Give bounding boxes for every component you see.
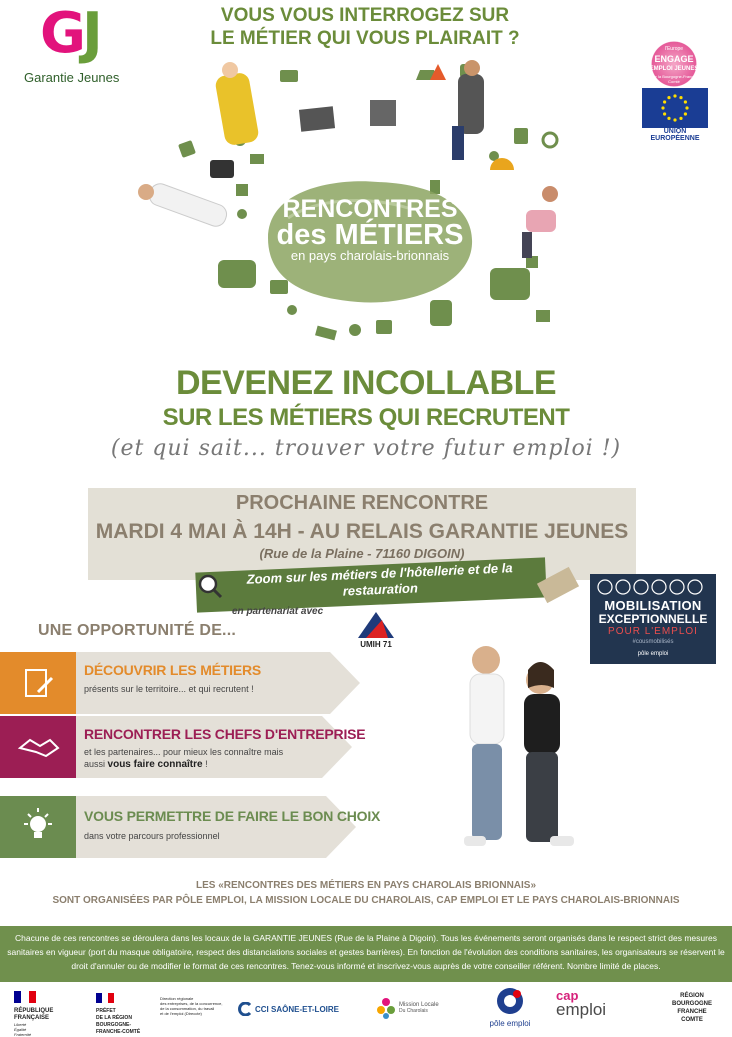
logo-letter-j: J [81, 1, 99, 66]
row-3-icon-box [0, 796, 76, 858]
prefet-line-4: FRANCHE-COMTÉ [96, 1029, 141, 1035]
lightbulb-icon [0, 796, 76, 858]
laptop-icon [299, 100, 396, 132]
cci-label: CCI SAÔNE-ET-LOIRE [255, 1004, 340, 1014]
partner-text: en partenariat avec [232, 606, 324, 617]
rf-line-1: RÉPUBLIQUE [14, 1008, 54, 1014]
cap-emploi-line-2: emploi [556, 1000, 607, 1019]
mission-locale-line-2: Du Charolais [399, 1008, 428, 1014]
row-2-sub-line-1: et les partenaires... pour mieux les connaître mais [84, 747, 284, 757]
engage-emploi-badge [648, 38, 700, 90]
region-line-3: FRANCHE [677, 1009, 707, 1015]
logo-letter-g: G [40, 1, 82, 66]
young-people-photo [434, 640, 594, 860]
direccte-line-3: de la consommation, du travail [160, 1006, 215, 1011]
mobilisation-line-1: MOBILISATION [604, 598, 702, 613]
garantie-jeunes-logo [40, 1, 99, 66]
rencontres-line-1: RENCONTRES [282, 195, 458, 223]
rf-motto-3: Fraternité [14, 1032, 32, 1037]
pole-emploi-logo [480, 986, 540, 1028]
row-2-sub-bold: vous faire connaître [107, 759, 203, 770]
top-question-line-1: VOUS VOUS INTERROGEZ SUR [220, 5, 510, 26]
umih-label: UMIH 71 [360, 640, 392, 649]
briefcase-icon [210, 160, 234, 178]
row-2-sub [84, 746, 283, 771]
person-doctor-illustration [138, 181, 229, 229]
mobilisation-brand: pôle emploi [637, 651, 669, 657]
prefet-flag-icon [96, 993, 114, 1003]
direccte-line-2: des entreprises, de la concurrence, [160, 1001, 223, 1006]
rf-line-2: FRANÇAISE [14, 1015, 50, 1021]
prefet-logo [96, 990, 152, 1036]
engage-top: l'Europe [664, 46, 684, 52]
eu-logo [642, 88, 708, 142]
row-1-sub: présents sur le territoire... et qui recrutent ! [84, 684, 254, 694]
logo-name: Garantie Jeunes [24, 70, 120, 85]
pole-emploi-icon [495, 986, 525, 1016]
cci-icon [238, 1002, 252, 1016]
person-worker-illustration [214, 62, 260, 146]
person-jumping-illustration [522, 186, 558, 258]
organizers-line-1: LES «RENCONTRES DES MÉTIERS EN PAYS CHAROLAIS BRIONNAIS» [195, 880, 537, 891]
prefet-line-2: DE LA RÉGION [96, 1015, 132, 1021]
rencontres-title [270, 196, 470, 264]
mission-locale-logo [376, 996, 456, 1020]
headline-script: (et qui sait... trouver votre futur emploi !) [110, 436, 622, 461]
mobilisation-line-2: EXCEPTIONNELLE [598, 612, 708, 626]
direccte-logo [160, 996, 230, 1016]
next-meeting-title: PROCHAINE RENCONTRE [235, 492, 489, 514]
row-3-title: VOUS PERMETTRE DE FAIRE LE BON CHOIX [84, 808, 381, 824]
row-1-title: DÉCOUVRIR LES MÉTIERS [84, 662, 262, 678]
cci-logo [238, 1002, 348, 1016]
rf-motto-2: Égalité [14, 1027, 27, 1032]
pole-emploi-label: pôle emploi [489, 1019, 531, 1028]
mission-locale-line-1: Mission Locale [399, 1002, 439, 1008]
next-meeting-address: (Rue de la Plaine - 71160 DIGOIN) [259, 546, 465, 561]
direccte-line-1: Direction régionale [160, 996, 194, 1001]
top-question-line-2: LE MÉTIER QUI VOUS PLAIRAIT ? [210, 28, 520, 49]
region-line-2: BOURGOGNE [671, 1001, 712, 1007]
mission-locale-icon [376, 996, 396, 1020]
row-2-icon-box [0, 716, 76, 778]
info-text: Chacune de ces rencontres se déroulera dans les locaux de la GARANTIE JEUNES (Rue de la Plaine à Digoin). Tous les événements seront organisés dans le respect strict des mesures sanitaires en vigueur (port du masque obligatoire, respect des distanciations sociales et gestes barrières). En fonction de l'évolution des conditions sanitaires, les organisateurs se réservent le droit d'annuler ou de modifier le format de ces rencontres. Tenez-vous informé et inscrivez-vous auprès de votre conseiller référent. Nombre limité de places. [7, 933, 725, 971]
row-1-icon-box [0, 652, 76, 714]
row-3-sub: dans votre parcours professionnel [84, 831, 220, 841]
mobilisation-hashtag: #cousmobilisés [632, 639, 674, 645]
opportunity-title: UNE OPPORTUNITÉ DE... [38, 622, 236, 639]
cap-emploi-line-1: cap [556, 988, 579, 1003]
engage-mid: ENGAGE [654, 54, 694, 64]
region-line-4: COMTE [681, 1017, 703, 1023]
engage-bottom: pour la Bourgogne-Franche-Comté [648, 74, 700, 84]
handshake-icon [0, 716, 76, 778]
row-2-sub-aussi: aussi [84, 759, 106, 769]
rencontres-line-2: des MÉTIERS [276, 219, 464, 251]
next-meeting-when: MARDI 4 MAI À 14H - AU RELAIS GARANTIE JEUNES [95, 520, 629, 543]
headline-main: DEVENEZ INCOLLABLE [175, 364, 557, 402]
direccte-line-4: et de l'emploi (Direccte) [160, 1011, 202, 1016]
organizers-line-2: SONT ORGANISÉES PAR PÔLE EMPLOI, LA MISSION LOCALE DU CHAROLAIS, CAP EMPLOI ET LE PAYS CHAROLAIS-BRIONNAIS [52, 895, 680, 906]
republique-francaise-logo [14, 990, 58, 1037]
headline-sub: SUR LES MÉTIERS QUI RECRUTENT [162, 404, 570, 431]
mobilisation-icons [596, 578, 710, 596]
rf-motto-1: Liberté [14, 1022, 27, 1027]
marianne-flag-icon [14, 991, 36, 1003]
region-bfc-logo [660, 992, 724, 1024]
row-2-title: RENCONTRER LES CHEFS D'ENTREPRISE [84, 726, 366, 742]
cap-emploi-logo [556, 990, 636, 1018]
row-2-sub-bang: ! [205, 759, 208, 769]
top-question [140, 4, 590, 50]
prefet-line-1: PRÉFET [96, 1008, 116, 1014]
region-line-1: RÉGION [680, 993, 704, 999]
notepad-pencil-icon [0, 652, 76, 714]
row-2-sub-line-2 [84, 758, 283, 771]
mobilisation-line-3: POUR L'EMPLOI [608, 626, 698, 637]
eu-flag-icon [642, 88, 708, 128]
engage-sub: EMPLOI JEUNES [649, 66, 699, 72]
person-woman-illustration [452, 60, 484, 160]
rencontres-line-3: en pays charolais-brionnais [290, 248, 450, 263]
zoom-text: Zoom sur les métiers de l'hôtellerie et de la restauration [246, 560, 513, 599]
eu-label: UNION EUROPÉENNE [650, 128, 700, 142]
prefet-line-3: BOURGOGNE- [96, 1022, 131, 1028]
